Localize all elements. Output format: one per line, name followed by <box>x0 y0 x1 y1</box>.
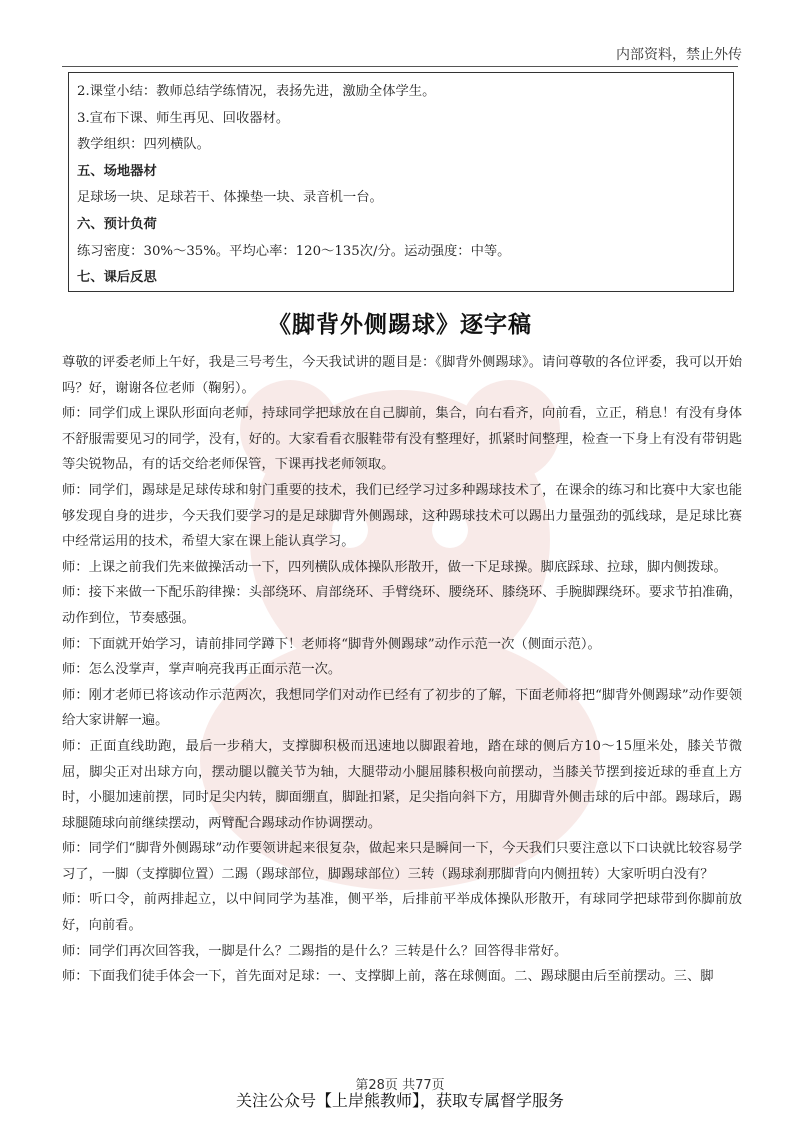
box-line: 3.宣布下课、师生再见、回收器材。 <box>77 110 290 126</box>
box-line: 足球场一块、足球若干、体操垫一块、录音机一台。 <box>77 190 383 206</box>
paragraph: 师：怎么没掌声，掌声响亮我再正面示范一次。 <box>62 662 342 678</box>
paragraph: 师：同学们成上课队形面向老师，持球同学把球放在自己脚前，集合，向右看齐，向前看，立正，稍息！有没有身体不舒服需要见习的同学，没有，好的。大家看看衣服鞋带有没有整理好，抓紧时间整理，检查一下身上有没有带钥匙等尖锐物品，有的话交给老师保管，下课再找老师领取。 <box>62 406 742 473</box>
paragraph: 师：同学们“脚背外侧踢球”动作要领讲起来很复杂，做起来只是瞬间一下，今天我们只要注意以下口诀就比较容易学习了，一脚（支撑脚位置）二踢（踢球部位，脚踢球部位）三转（踢球刹那脚背向内侧扭转）大家听明白没有？ <box>62 841 742 882</box>
paragraph: 师：下面我们徒手体会一下，首先面对足球：一、支撑脚上前，落在球侧面。二、踢球腿由后至前摆动。三、脚 <box>62 969 714 985</box>
paragraph: 师：上课之前我们先来做操活动一下，四列横队成体操队形散开，做一下足球操。脚底踩球、拉球，脚内侧拨球。 <box>62 559 727 575</box>
paragraph: 尊敬的评委老师上午好，我是三号考生，今天我试讲的题目是：《脚背外侧踢球》。请问尊敬的各位评委，我可以开始吗？好，谢谢各位老师（鞠躬）。 <box>62 355 742 396</box>
box-line: 练习密度：30%～35%。平均心率：120～135次/分。运动强度：中等。 <box>77 243 511 259</box>
box-line: 2.课堂小结：教师总结学练情况，表扬先进，激励全体学生。 <box>77 84 436 99</box>
section-heading-venue-equipment: 五、场地器材 <box>77 163 157 179</box>
page-number: 第28页 共77页 <box>355 1078 445 1093</box>
script-body <box>62 350 742 990</box>
document-title: 《脚背外侧踢球》逐字稿 <box>268 311 532 338</box>
confidential-note: 内部资料，禁止外传 <box>616 47 742 63</box>
box-line: 教学组织：四列横队。 <box>77 137 210 153</box>
footer-promo: 关注公众号【上岸熊教师】，获取专属督学服务 <box>235 1091 564 1110</box>
section-heading-reflection: 七、课后反思 <box>77 270 157 286</box>
paragraph: 师：听口令，前两排起立，以中间同学为基准，侧平举，后排前平举成体操队形散开，有球同学把球带到你脚前放好，向前看。 <box>62 892 742 934</box>
header-divider <box>62 66 738 67</box>
paragraph: 师：接下来做一下配乐韵律操：头部绕环、肩部绕环、手臂绕环、腰绕环、膝绕环、手腕脚踝绕环。要求节拍准确，动作到位，节奏感强。 <box>62 585 742 626</box>
paragraph: 师：下面就开始学习，请前排同学蹲下！老师将“脚背外侧踢球”动作示范一次（侧面示范）。 <box>62 636 601 652</box>
paragraph: 师：刚才老师已将该动作示范两次，我想同学们对动作已经有了初步的了解，下面老师将把“脚背外侧踢球”动作要领给大家讲解一遍。 <box>62 687 742 729</box>
lesson-plan-box <box>68 72 734 292</box>
paragraph: 师：同学们，踢球是足球传球和射门重要的技术，我们已经学习过多种踢球技术了，在课余的练习和比赛中大家也能够发现自身的进步，今天我们要学习的是足球脚背外侧踢球，这种踢球技术可以踢出力量强劲的弧线球，是足球比赛中经常运用的技术，希望大家在课上能认真学习。 <box>62 482 742 550</box>
paragraph: 师：同学们再次回答我，一脚是什么？二踢指的是什么？三转是什么？回答得非常好。 <box>62 943 568 959</box>
paragraph: 师：正面直线助跑，最后一步稍大，支撑脚积极而迅速地以脚跟着地，踏在球的侧后方10～15厘米处，膝关节微屈，脚尖正对出球方向，摆动腿以髋关节为轴，大腿带动小腿屈膝积极向前摆动，当膝关节摆到接近球的垂直上方时，小腿加速前摆，同时足尖内转，脚面绷直，脚趾扣紧，足尖指向斜下方，用脚背外侧击球的后中部。踢球后，踢球腿随球向前继续摆动，两臂配合踢球动作协调摆动。 <box>62 738 742 831</box>
section-heading-expected-load: 六、预计负荷 <box>77 216 157 232</box>
